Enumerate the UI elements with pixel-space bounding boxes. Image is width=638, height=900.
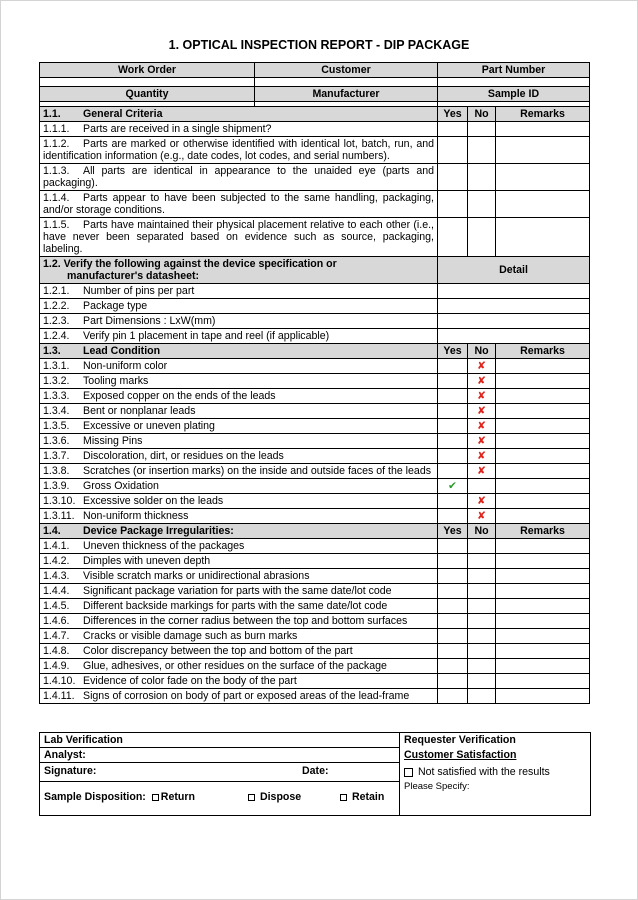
list-item: 1.4.2. Dimples with uneven depth: [40, 554, 438, 569]
sample-disposition: [44, 791, 195, 803]
remarks-cell[interactable]: [496, 449, 590, 464]
list-item: 1.3.5. Excessive or uneven plating: [40, 419, 438, 434]
part-number-value[interactable]: [438, 78, 590, 87]
yes-cell[interactable]: [438, 644, 468, 659]
no-cell[interactable]: [468, 137, 496, 164]
yes-cell[interactable]: [438, 689, 468, 704]
checklist-table: [39, 106, 590, 704]
remarks-cell[interactable]: [496, 554, 590, 569]
yes-cell[interactable]: [438, 659, 468, 674]
remarks-header: Remarks: [496, 107, 590, 122]
no-cell[interactable]: ✘: [468, 464, 496, 479]
date-label: Date:: [302, 765, 329, 777]
no-cell[interactable]: [468, 674, 496, 689]
no-cell[interactable]: [468, 644, 496, 659]
list-item: 1.2.4. Verify pin 1 placement in tape and reel (if applicable): [40, 329, 438, 344]
yes-cell[interactable]: ✔: [438, 479, 468, 494]
yes-cell[interactable]: [438, 509, 468, 524]
yes-cell[interactable]: [438, 218, 468, 257]
yes-cell[interactable]: [438, 404, 468, 419]
verification-block: [39, 732, 591, 816]
section-1-3-title: 1.3. Lead Condition: [40, 344, 438, 359]
no-cell[interactable]: ✘: [468, 419, 496, 434]
customer-satisfaction-label: Customer Satisfaction: [404, 749, 517, 761]
remarks-cell[interactable]: [496, 464, 590, 479]
remarks-cell[interactable]: [496, 689, 590, 704]
remarks-cell[interactable]: [496, 374, 590, 389]
no-cell[interactable]: ✘: [468, 434, 496, 449]
list-item: 1.1.2. Parts are marked or otherwise identified with identical lot, batch, run, and identification information (e.g., date codes, lot codes, and serial numbers).: [40, 137, 438, 164]
remarks-cell[interactable]: [496, 122, 590, 137]
header-table: [39, 62, 590, 107]
no-header: No: [468, 107, 496, 122]
no-cell[interactable]: [468, 599, 496, 614]
analyst-label: Analyst:: [44, 749, 86, 761]
no-header: No: [468, 524, 496, 539]
vertical-divider: [399, 733, 400, 815]
report-title: 1. OPTICAL INSPECTION REPORT - DIP PACKAGE: [168, 38, 470, 52]
list-item: 1.1.1. Parts are received in a single shipment?: [40, 122, 438, 137]
remarks-cell[interactable]: [496, 191, 590, 218]
list-item: 1.1.3. All parts are identical in appearance to the unaided eye (parts and packaging).: [40, 164, 438, 191]
no-cell[interactable]: ✘: [468, 509, 496, 524]
yes-cell[interactable]: [438, 629, 468, 644]
remarks-header: Remarks: [496, 344, 590, 359]
yes-cell[interactable]: [438, 449, 468, 464]
return-checkbox[interactable]: [152, 794, 159, 801]
no-cell[interactable]: [468, 218, 496, 257]
yes-cell[interactable]: [438, 122, 468, 137]
list-item: 1.4.7. Cracks or visible damage such as burn marks: [40, 629, 438, 644]
remarks-cell[interactable]: [496, 659, 590, 674]
yes-header: Yes: [438, 344, 468, 359]
remarks-cell[interactable]: [496, 164, 590, 191]
section-1-2-title: 1.2. Verify the following against the device specification or manufacturer's datasheet:: [40, 257, 438, 284]
detail-cell[interactable]: [438, 284, 590, 299]
return-label: Return: [160, 791, 195, 803]
remarks-cell[interactable]: [496, 644, 590, 659]
remarks-cell[interactable]: [496, 509, 590, 524]
yes-cell[interactable]: [438, 164, 468, 191]
list-item: 1.3.1. Non-uniform color: [40, 359, 438, 374]
no-cell[interactable]: [468, 614, 496, 629]
divider: [40, 747, 400, 748]
manufacturer-label: Manufacturer: [255, 87, 438, 102]
work-order-label: Work Order: [40, 63, 255, 78]
list-item: 1.2.3. Part Dimensions : LxW(mm): [40, 314, 438, 329]
remarks-cell[interactable]: [496, 629, 590, 644]
yes-cell[interactable]: [438, 554, 468, 569]
list-item: 1.3.7. Discoloration, dirt, or residues on the leads: [40, 449, 438, 464]
no-cell[interactable]: ✘: [468, 374, 496, 389]
yes-header: Yes: [438, 107, 468, 122]
remarks-cell[interactable]: [496, 584, 590, 599]
dispose-option[interactable]: Dispose: [248, 791, 301, 803]
yes-cell[interactable]: [438, 359, 468, 374]
no-cell[interactable]: ✘: [468, 389, 496, 404]
yes-cell[interactable]: [438, 599, 468, 614]
list-item: 1.4.1. Uneven thickness of the packages: [40, 539, 438, 554]
no-cell[interactable]: [468, 479, 496, 494]
remarks-cell[interactable]: [496, 674, 590, 689]
list-item: 1.1.4. Parts appear to have been subjected to the same handling, packaging, and/or storage conditions.: [40, 191, 438, 218]
yes-cell[interactable]: [438, 494, 468, 509]
no-cell[interactable]: [468, 689, 496, 704]
yes-cell[interactable]: [438, 569, 468, 584]
quantity-label: Quantity: [40, 87, 255, 102]
list-item: 1.4.4. Significant package variation for parts with the same date/lot code: [40, 584, 438, 599]
no-header: No: [468, 344, 496, 359]
detail-cell[interactable]: [438, 299, 590, 314]
remarks-cell[interactable]: [496, 419, 590, 434]
no-cell[interactable]: ✘: [468, 449, 496, 464]
yes-cell[interactable]: [438, 464, 468, 479]
detail-header: Detail: [438, 257, 590, 284]
remarks-cell[interactable]: [496, 359, 590, 374]
yes-cell[interactable]: [438, 389, 468, 404]
yes-cell[interactable]: [438, 674, 468, 689]
divider: [40, 762, 400, 763]
list-item: 1.3.2. Tooling marks: [40, 374, 438, 389]
list-item: 1.3.3. Exposed copper on the ends of the leads: [40, 389, 438, 404]
section-1-4-title: 1.4. Device Package Irregularities:: [40, 524, 438, 539]
requester-verification-label: Requester Verification: [404, 734, 516, 746]
work-order-value[interactable]: [40, 78, 255, 87]
remarks-cell[interactable]: [496, 494, 590, 509]
remarks-cell[interactable]: [496, 404, 590, 419]
yes-cell[interactable]: [438, 614, 468, 629]
detail-cell[interactable]: [438, 329, 590, 344]
list-item: 1.4.9. Glue, adhesives, or other residues on the surface of the package: [40, 659, 438, 674]
no-cell[interactable]: [468, 539, 496, 554]
no-cell[interactable]: ✘: [468, 404, 496, 419]
customer-label: Customer: [255, 63, 438, 78]
no-cell[interactable]: [468, 584, 496, 599]
yes-cell[interactable]: [438, 434, 468, 449]
no-cell[interactable]: [468, 122, 496, 137]
remarks-cell[interactable]: [496, 599, 590, 614]
yes-cell[interactable]: [438, 191, 468, 218]
list-item: 1.4.10. Evidence of color fade on the body of the part: [40, 674, 438, 689]
list-item: 1.3.9. Gross Oxidation: [40, 479, 438, 494]
customer-value[interactable]: [255, 78, 438, 87]
lab-verification-label: Lab Verification: [44, 734, 123, 746]
remarks-cell[interactable]: [496, 137, 590, 164]
retain-option[interactable]: Retain: [340, 791, 384, 803]
list-item: 1.2.2. Package type: [40, 299, 438, 314]
no-cell[interactable]: [468, 659, 496, 674]
sample-disposition-label: Sample Disposition:: [44, 791, 146, 803]
remarks-cell[interactable]: [496, 569, 590, 584]
not-satisfied-option[interactable]: Not satisfied with the results: [404, 766, 550, 778]
detail-cell[interactable]: [438, 314, 590, 329]
no-cell[interactable]: ✘: [468, 359, 496, 374]
list-item: 1.4.3. Visible scratch marks or unidirectional abrasions: [40, 569, 438, 584]
remarks-header: Remarks: [496, 524, 590, 539]
no-cell[interactable]: ✘: [468, 494, 496, 509]
list-item: 1.3.11. Non-uniform thickness: [40, 509, 438, 524]
yes-cell[interactable]: [438, 137, 468, 164]
section-1-1-title: 1.1. General Criteria: [40, 107, 438, 122]
list-item: 1.3.10. Excessive solder on the leads: [40, 494, 438, 509]
yes-cell[interactable]: [438, 419, 468, 434]
list-item: 1.1.5. Parts have maintained their physical placement relative to each other (i.e., have never been separated based on evidence such as source, packaging, labeling.: [40, 218, 438, 257]
list-item: 1.3.6. Missing Pins: [40, 434, 438, 449]
dispose-checkbox[interactable]: [248, 794, 255, 801]
signature-label: Signature:: [44, 765, 97, 777]
list-item: 1.4.6. Differences in the corner radius between the top and bottom surfaces: [40, 614, 438, 629]
divider: [40, 781, 400, 782]
list-item: 1.4.5. Different backside markings for parts with the same date/lot code: [40, 599, 438, 614]
remarks-cell[interactable]: [496, 614, 590, 629]
yes-header: Yes: [438, 524, 468, 539]
no-cell[interactable]: [468, 629, 496, 644]
list-item: 1.4.8. Color discrepancy between the top and bottom of the part: [40, 644, 438, 659]
remarks-cell[interactable]: [496, 479, 590, 494]
remarks-cell[interactable]: [496, 539, 590, 554]
yes-cell[interactable]: [438, 539, 468, 554]
list-item: 1.3.4. Bent or nonplanar leads: [40, 404, 438, 419]
yes-cell[interactable]: [438, 584, 468, 599]
list-item: 1.2.1. Number of pins per part: [40, 284, 438, 299]
remarks-cell[interactable]: [496, 218, 590, 257]
part-number-label: Part Number: [438, 63, 590, 78]
list-item: 1.4.11. Signs of corrosion on body of part or exposed areas of the lead-frame: [40, 689, 438, 704]
remarks-cell[interactable]: [496, 434, 590, 449]
remarks-cell[interactable]: [496, 389, 590, 404]
no-cell[interactable]: [468, 191, 496, 218]
no-cell[interactable]: [468, 569, 496, 584]
no-cell[interactable]: [468, 554, 496, 569]
checkbox-icon[interactable]: [404, 768, 413, 777]
list-item: 1.3.8. Scratches (or insertion marks) on the inside and outside faces of the leads: [40, 464, 438, 479]
please-specify-label: Please Specify:: [404, 781, 470, 792]
retain-checkbox[interactable]: [340, 794, 347, 801]
no-cell[interactable]: [468, 164, 496, 191]
sample-id-label: Sample ID: [438, 87, 590, 102]
yes-cell[interactable]: [438, 374, 468, 389]
